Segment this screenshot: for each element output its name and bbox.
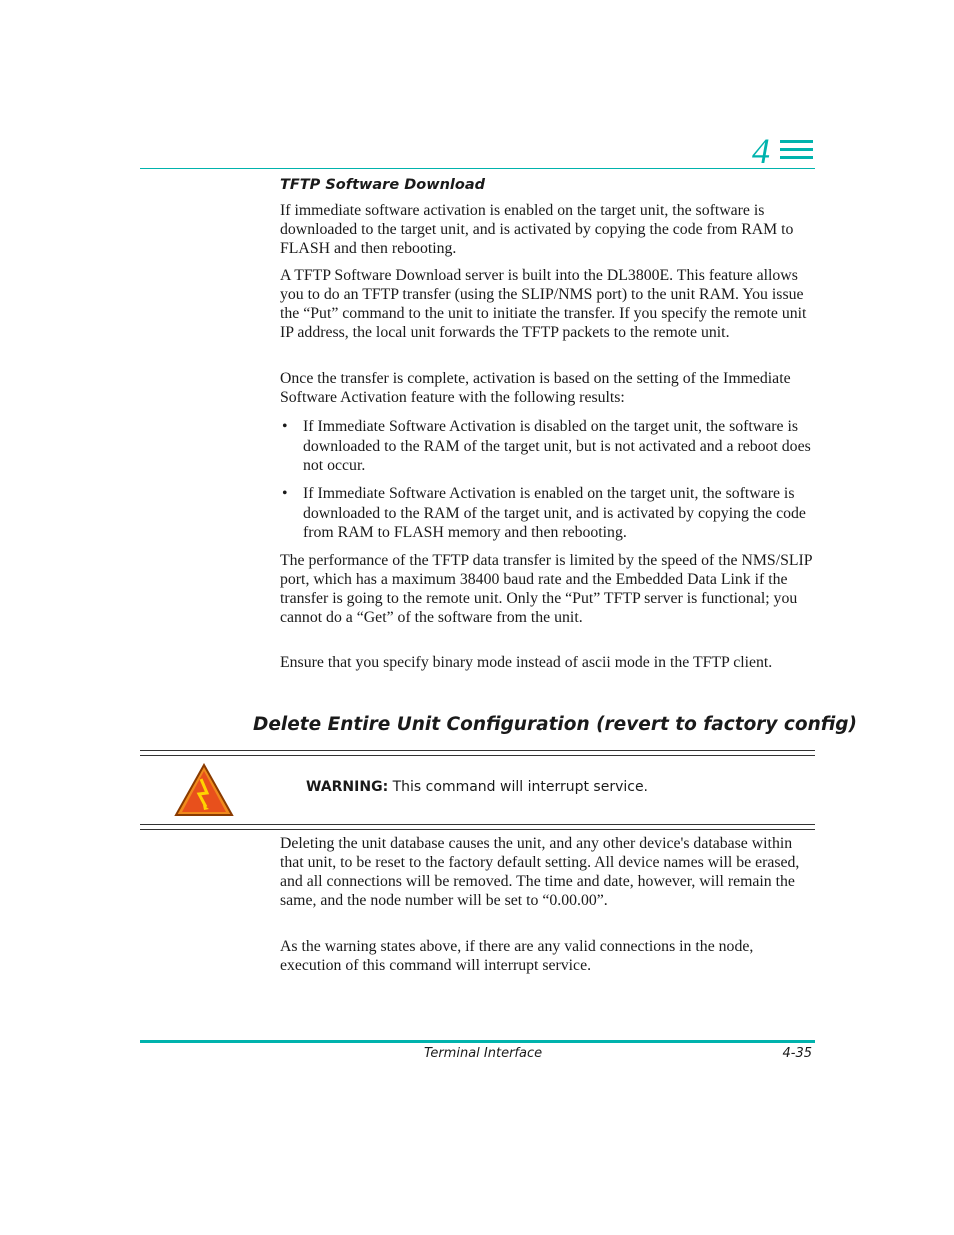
tftp-paragraph-4: The performance of the TFTP data transfer is limited by the speed of the NMS/SLIP port, which has a maximum 38400 baud rate and the Embedded Data Link if the transfer is going to the remote unit. Only the “Put” TFTP server is functional; you cannot do a “Get” of the software from the unit. [280, 552, 812, 626]
tftp-paragraph-3: Once the transfer is complete, activation is based on the setting of the Immediate Software Activation feature with the following results: [280, 370, 791, 406]
warning-label: WARNING: [306, 779, 389, 795]
warning-bottom-rule-inner [140, 829, 815, 830]
footer-page-number: 4-35 [782, 1046, 812, 1061]
warning-top-rule [140, 750, 815, 751]
bullet-text: If Immediate Software Activation is enabled on the target unit, the software is downloaded to the RAM of the target unit, and is activated by copying the code from RAM to FLASH memory and then rebooting. [303, 485, 806, 541]
warning-top-rule-inner [140, 755, 815, 756]
footer-title: Terminal Interface [424, 1046, 543, 1061]
header-rule [140, 168, 815, 169]
chapter-number: 4 [752, 131, 770, 171]
warning-bottom-rule [140, 824, 815, 825]
delete-paragraph-1: Deleting the unit database causes the unit, and any other device's database within that unit, to be reset to the factory default setting. All device names will be erased, and all connections will be removed. The time and date, however, will remain the same, and the node number will be set to “0.00.00”. [280, 835, 800, 909]
chapter-bars [780, 140, 813, 164]
footer-rule [140, 1040, 815, 1043]
warning-text: This command will interrupt service. [388, 779, 649, 795]
tftp-heading: TFTP Software Download [280, 177, 486, 193]
lightning-warning-icon [174, 763, 234, 817]
delete-paragraph-2: As the warning states above, if there are any valid connections in the node, execution of this command will interrupt service. [280, 938, 754, 974]
tftp-paragraph-2: A TFTP Software Download server is built into the DL3800E. This feature allows you to do an TFTP transfer (using the SLIP/NMS port) to the unit RAM. You issue the “Put” command to the unit to initiate the transfer. If you specify the remote unit IP address, the local unit forwards the TFTP packets to the remote unit. [280, 267, 807, 341]
bullet-text: If Immediate Software Activation is disabled on the target unit, the software is downloaded to the RAM of the target unit, but is not activated and a reboot does not occur. [303, 418, 811, 474]
delete-section-heading: Delete Entire Unit Configuration (revert to factory config) [253, 714, 858, 735]
bullet-dot: • [282, 418, 288, 435]
warning-message [306, 779, 648, 795]
tftp-paragraph-1: If immediate software activation is enabled on the target unit, the software is downloaded to the target unit, and is activated by copying the code from RAM to FLASH and then rebooting. [280, 202, 794, 257]
bullet-dot: • [282, 485, 288, 502]
tftp-paragraph-5: Ensure that you specify binary mode instead of ascii mode in the TFTP client. [280, 654, 773, 671]
